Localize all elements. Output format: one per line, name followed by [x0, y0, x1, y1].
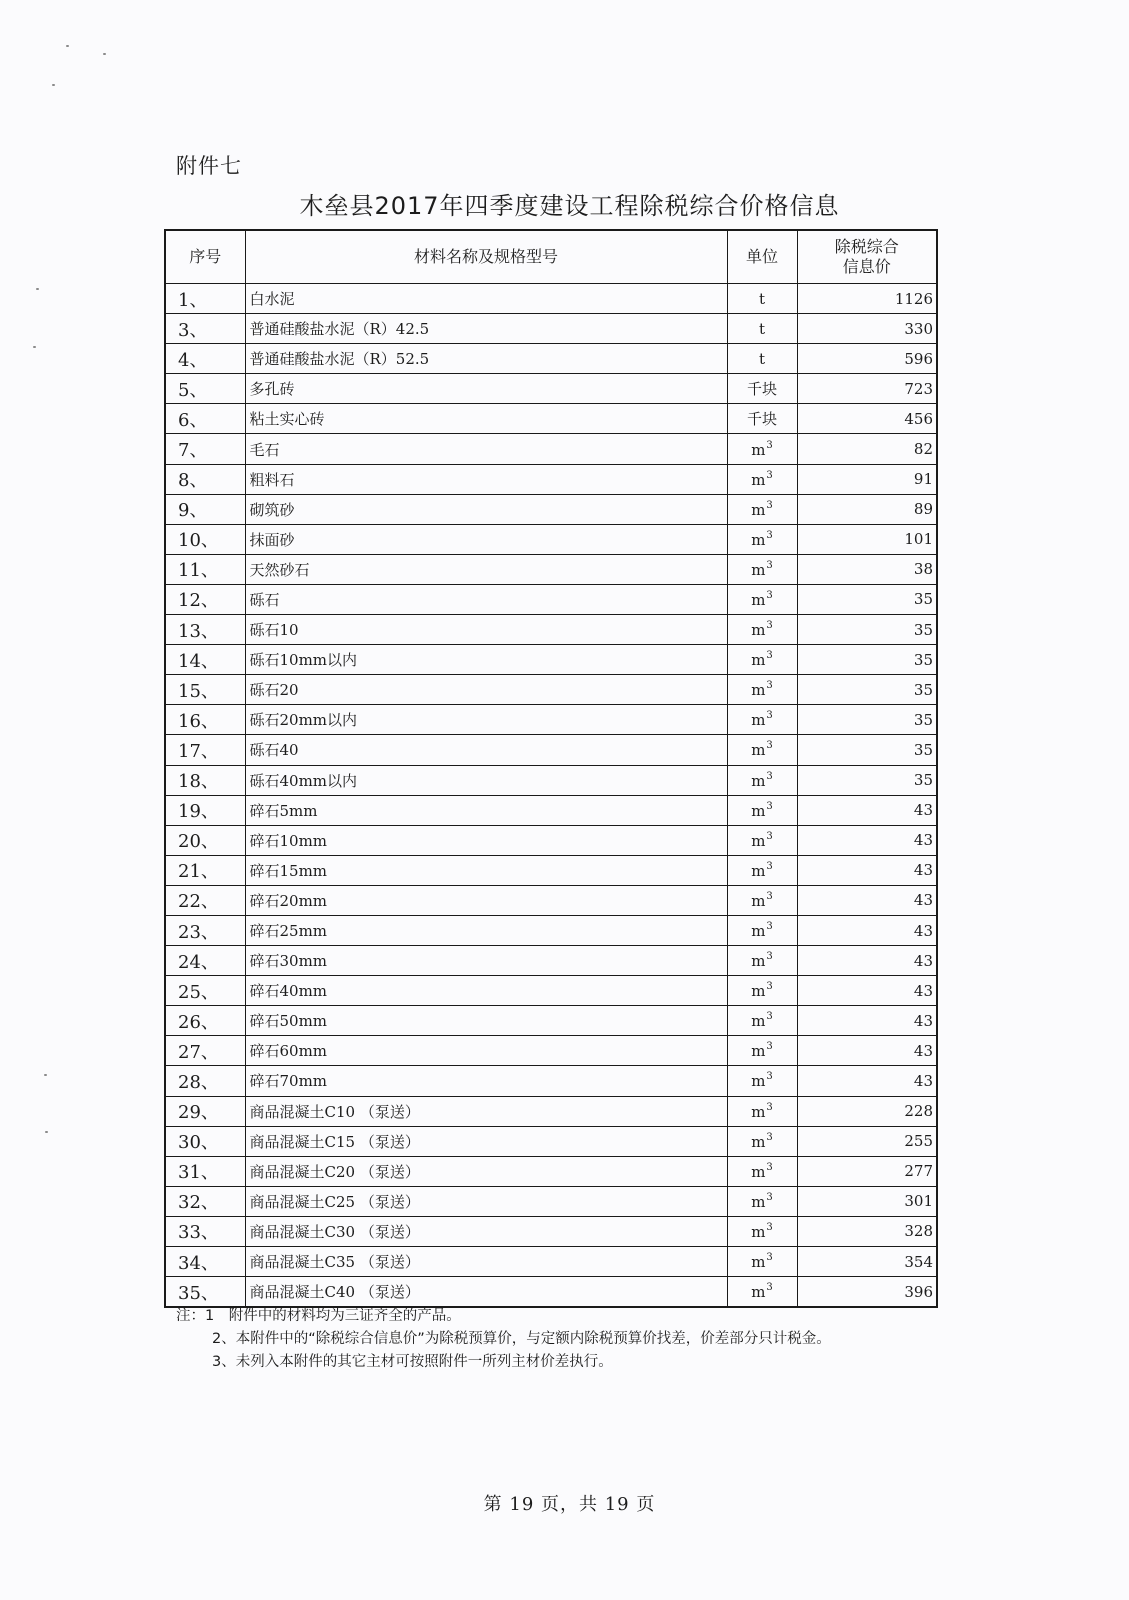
table-row — [165, 314, 937, 344]
row-price: 35 — [797, 645, 937, 675]
unit-cubic-meter: $m^3$ — [751, 1101, 773, 1121]
row-seq: 1、 — [165, 284, 245, 314]
attachment-label: 附件七 — [176, 154, 242, 178]
row-unit — [727, 765, 797, 795]
row-unit — [727, 1066, 797, 1096]
row-unit: 千块 — [727, 374, 797, 404]
row-name: 碎石10mm — [245, 825, 727, 855]
row-unit — [727, 584, 797, 614]
row-unit — [727, 795, 797, 825]
row-seq: 7、 — [165, 434, 245, 464]
row-price: 82 — [797, 434, 937, 464]
page-footer: 第 19 页，共 19 页 — [483, 1494, 656, 1515]
unit-cubic-meter: $m^3$ — [751, 439, 773, 459]
row-seq: 18、 — [165, 765, 245, 795]
header-seq: 序号 — [165, 230, 245, 284]
table-row — [165, 795, 937, 825]
row-name: 碎石25mm — [245, 915, 727, 945]
row-name: 商品混凝土C20 （泵送） — [245, 1156, 727, 1186]
row-price: 43 — [797, 1006, 937, 1036]
row-name: 砾石20mm以内 — [245, 705, 727, 735]
row-seq: 16、 — [165, 705, 245, 735]
row-price: 255 — [797, 1126, 937, 1156]
row-name: 砾石40mm以内 — [245, 765, 727, 795]
note-2: 2、本附件中的“除税综合信息价”为除税预算价，与定额内除税预算价找差，价差部分只计税金。 — [212, 1331, 831, 1347]
table-row — [165, 1036, 937, 1066]
row-name: 普通硅酸盐水泥（R）52.5 — [245, 344, 727, 374]
row-price: 91 — [797, 464, 937, 494]
unit-cubic-meter: $m^3$ — [751, 770, 773, 790]
row-seq: 31、 — [165, 1156, 245, 1186]
row-price: 38 — [797, 554, 937, 584]
row-price: 328 — [797, 1216, 937, 1246]
scan-speck — [33, 346, 36, 348]
table-row — [165, 946, 937, 976]
row-name: 碎石30mm — [245, 946, 727, 976]
row-seq: 19、 — [165, 795, 245, 825]
unit-cubic-meter: $m^3$ — [751, 1131, 773, 1151]
row-price: 301 — [797, 1186, 937, 1216]
scan-speck — [66, 45, 69, 47]
row-name: 碎石60mm — [245, 1036, 727, 1066]
row-unit — [727, 1277, 797, 1308]
row-price: 396 — [797, 1277, 937, 1308]
unit-cubic-meter: $m^3$ — [751, 710, 773, 730]
row-price: 43 — [797, 855, 937, 885]
row-price: 456 — [797, 404, 937, 434]
unit-cubic-meter: $m^3$ — [751, 499, 773, 519]
row-seq: 9、 — [165, 494, 245, 524]
row-unit — [727, 946, 797, 976]
row-seq: 32、 — [165, 1186, 245, 1216]
table-row — [165, 885, 937, 915]
row-price: 35 — [797, 675, 937, 705]
row-name: 砾石20 — [245, 675, 727, 705]
unit-cubic-meter: $m^3$ — [751, 1161, 773, 1181]
row-name: 砾石10 — [245, 615, 727, 645]
table-row — [165, 1156, 937, 1186]
unit-cubic-meter: $m^3$ — [751, 1252, 773, 1272]
row-price: 35 — [797, 705, 937, 735]
table-row — [165, 855, 937, 885]
unit-cubic-meter: $m^3$ — [751, 830, 773, 850]
row-name: 砾石40 — [245, 735, 727, 765]
row-price: 228 — [797, 1096, 937, 1126]
row-unit — [727, 434, 797, 464]
unit-cubic-meter: $m^3$ — [751, 1282, 773, 1302]
table-row — [165, 284, 937, 314]
table-row — [165, 374, 937, 404]
scan-speck — [103, 53, 106, 55]
unit-cubic-meter: $m^3$ — [751, 469, 773, 489]
row-unit — [727, 494, 797, 524]
table-row — [165, 1216, 937, 1246]
row-price: 43 — [797, 915, 937, 945]
unit-cubic-meter: $m^3$ — [751, 680, 773, 700]
table-row — [165, 1096, 937, 1126]
row-price: 43 — [797, 976, 937, 1006]
row-price: 723 — [797, 374, 937, 404]
row-price: 354 — [797, 1247, 937, 1277]
row-unit — [727, 915, 797, 945]
scan-speck — [44, 1074, 47, 1076]
row-seq: 4、 — [165, 344, 245, 374]
row-seq: 12、 — [165, 584, 245, 614]
row-unit — [727, 645, 797, 675]
header-unit: 单位 — [727, 230, 797, 284]
table-body — [165, 284, 937, 1308]
unit-cubic-meter: $m^3$ — [751, 1011, 773, 1031]
row-unit — [727, 825, 797, 855]
row-seq: 30、 — [165, 1126, 245, 1156]
row-unit — [727, 1126, 797, 1156]
unit-cubic-meter: $m^3$ — [751, 529, 773, 549]
table-row — [165, 464, 937, 494]
row-price: 43 — [797, 1066, 937, 1096]
row-name: 天然砂石 — [245, 554, 727, 584]
table-row — [165, 1066, 937, 1096]
unit-cubic-meter: $m^3$ — [751, 620, 773, 640]
unit-cubic-meter: $m^3$ — [751, 559, 773, 579]
row-name: 商品混凝土C40 （泵送） — [245, 1277, 727, 1308]
row-seq: 10、 — [165, 524, 245, 554]
table-row — [165, 915, 937, 945]
unit-cubic-meter: $m^3$ — [751, 981, 773, 1001]
table-row — [165, 645, 937, 675]
row-price: 43 — [797, 795, 937, 825]
row-seq: 22、 — [165, 885, 245, 915]
row-price: 43 — [797, 885, 937, 915]
row-seq: 21、 — [165, 855, 245, 885]
row-seq: 14、 — [165, 645, 245, 675]
scan-speck — [36, 288, 39, 290]
row-name: 商品混凝土C10 （泵送） — [245, 1096, 727, 1126]
row-unit — [727, 464, 797, 494]
table-row — [165, 1126, 937, 1156]
table-row — [165, 1247, 937, 1277]
row-seq: 15、 — [165, 675, 245, 705]
row-seq: 13、 — [165, 615, 245, 645]
unit-cubic-meter: $m^3$ — [751, 1071, 773, 1091]
row-seq: 28、 — [165, 1066, 245, 1096]
table-row — [165, 705, 937, 735]
table-header-row — [165, 230, 937, 284]
note-3: 3、未列入本附件的其它主材可按照附件一所列主材价差执行。 — [212, 1354, 613, 1370]
row-name: 多孔砖 — [245, 374, 727, 404]
row-price: 1126 — [797, 284, 937, 314]
row-unit — [727, 1247, 797, 1277]
table-row — [165, 344, 937, 374]
row-unit — [727, 675, 797, 705]
unit-cubic-meter: $m^3$ — [751, 1191, 773, 1211]
row-price: 35 — [797, 765, 937, 795]
unit-cubic-meter: $m^3$ — [751, 1041, 773, 1061]
row-name: 砾石 — [245, 584, 727, 614]
note-1: 注：1 附件中的材料均为三证齐全的产品。 — [176, 1308, 461, 1324]
row-name: 粘土实心砖 — [245, 404, 727, 434]
row-seq: 6、 — [165, 404, 245, 434]
notes — [176, 1305, 936, 1374]
row-seq: 35、 — [165, 1277, 245, 1308]
row-name: 商品混凝土C25 （泵送） — [245, 1186, 727, 1216]
row-name: 毛石 — [245, 434, 727, 464]
row-name: 碎石40mm — [245, 976, 727, 1006]
row-seq: 33、 — [165, 1216, 245, 1246]
row-unit: t — [727, 314, 797, 344]
row-unit: 千块 — [727, 404, 797, 434]
row-unit — [727, 1216, 797, 1246]
table-row — [165, 584, 937, 614]
row-unit: t — [727, 284, 797, 314]
table-row — [165, 976, 937, 1006]
row-name: 砌筑砂 — [245, 494, 727, 524]
table-row — [165, 434, 937, 464]
row-name: 碎石20mm — [245, 885, 727, 915]
unit-cubic-meter: $m^3$ — [751, 951, 773, 971]
header-price-line1: 除税综合 — [834, 237, 899, 256]
row-name: 白水泥 — [245, 284, 727, 314]
row-price: 89 — [797, 494, 937, 524]
row-unit — [727, 615, 797, 645]
header-price-line2: 信息价 — [842, 257, 891, 276]
price-table — [164, 229, 938, 1308]
row-seq: 5、 — [165, 374, 245, 404]
row-seq: 29、 — [165, 1096, 245, 1126]
unit-cubic-meter: $m^3$ — [751, 860, 773, 880]
unit-cubic-meter: $m^3$ — [751, 800, 773, 820]
row-seq: 24、 — [165, 946, 245, 976]
table-row — [165, 404, 937, 434]
table-row — [165, 615, 937, 645]
table-row — [165, 1186, 937, 1216]
row-seq: 26、 — [165, 1006, 245, 1036]
row-seq: 25、 — [165, 976, 245, 1006]
table-row — [165, 1277, 937, 1308]
row-unit — [727, 1036, 797, 1066]
row-price: 35 — [797, 735, 937, 765]
header-name: 材料名称及规格型号 — [245, 230, 727, 284]
row-price: 43 — [797, 1036, 937, 1066]
row-seq: 17、 — [165, 735, 245, 765]
row-price: 596 — [797, 344, 937, 374]
scan-speck — [52, 84, 55, 86]
row-unit — [727, 554, 797, 584]
row-seq: 23、 — [165, 915, 245, 945]
table-row — [165, 524, 937, 554]
unit-cubic-meter: $m^3$ — [751, 589, 773, 609]
row-price: 43 — [797, 825, 937, 855]
row-name: 抹面砂 — [245, 524, 727, 554]
unit-cubic-meter: $m^3$ — [751, 650, 773, 670]
row-unit: t — [727, 344, 797, 374]
unit-cubic-meter: $m^3$ — [751, 740, 773, 760]
unit-cubic-meter: $m^3$ — [751, 1221, 773, 1241]
row-name: 商品混凝土C35 （泵送） — [245, 1247, 727, 1277]
row-unit — [727, 705, 797, 735]
table-row — [165, 554, 937, 584]
row-unit — [727, 1096, 797, 1126]
row-price: 330 — [797, 314, 937, 344]
row-price: 277 — [797, 1156, 937, 1186]
row-unit — [727, 735, 797, 765]
row-name: 碎石50mm — [245, 1006, 727, 1036]
row-unit — [727, 1156, 797, 1186]
row-name: 碎石15mm — [245, 855, 727, 885]
row-name: 粗料石 — [245, 464, 727, 494]
row-seq: 27、 — [165, 1036, 245, 1066]
table-row — [165, 675, 937, 705]
document-title: 木垒县2017年四季度建设工程除税综合价格信息 — [299, 192, 840, 220]
row-seq: 8、 — [165, 464, 245, 494]
row-name: 商品混凝土C15 （泵送） — [245, 1126, 727, 1156]
row-unit — [727, 976, 797, 1006]
row-name: 碎石5mm — [245, 795, 727, 825]
row-unit — [727, 885, 797, 915]
row-name: 商品混凝土C30 （泵送） — [245, 1216, 727, 1246]
unit-cubic-meter: $m^3$ — [751, 890, 773, 910]
scan-speck — [45, 1131, 48, 1133]
row-seq: 3、 — [165, 314, 245, 344]
row-name: 普通硅酸盐水泥（R）42.5 — [245, 314, 727, 344]
row-price: 101 — [797, 524, 937, 554]
row-unit — [727, 524, 797, 554]
table-row — [165, 494, 937, 524]
row-seq: 20、 — [165, 825, 245, 855]
row-unit — [727, 1006, 797, 1036]
row-name: 砾石10mm以内 — [245, 645, 727, 675]
row-seq: 11、 — [165, 554, 245, 584]
table-row — [165, 1006, 937, 1036]
table-row — [165, 825, 937, 855]
table-row — [165, 765, 937, 795]
row-name: 碎石70mm — [245, 1066, 727, 1096]
row-price: 35 — [797, 615, 937, 645]
row-unit — [727, 1186, 797, 1216]
header-price — [797, 230, 937, 284]
table-row — [165, 735, 937, 765]
row-price: 43 — [797, 946, 937, 976]
row-price: 35 — [797, 584, 937, 614]
row-unit — [727, 855, 797, 885]
unit-cubic-meter: $m^3$ — [751, 921, 773, 941]
row-seq: 34、 — [165, 1247, 245, 1277]
